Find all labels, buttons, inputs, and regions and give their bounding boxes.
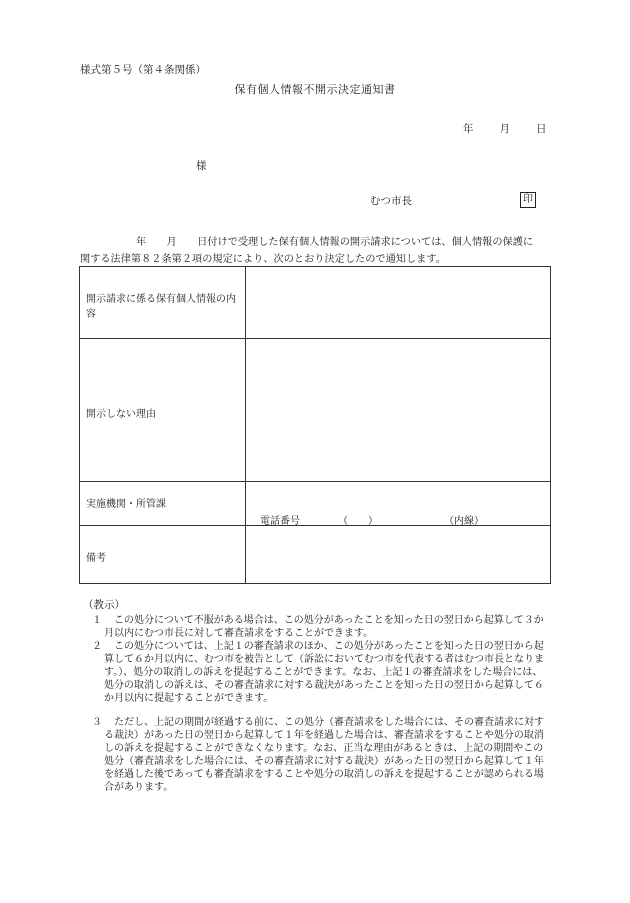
notice-text: ただし、上記の期間が経過する前に、この処分（審査請求をした場合には、その審査請求に対する裁決）があった日の翌日から起算して１年を経過した場合は、審査請求をすることや処分の取消しの訴えを提起することができなくなります。なお、正当な理由があるときは、上記の期間やこの処分（審査請求をした場合には、その審査請求に対する裁決）があった日の翌日から起算して１年を経過した後であっても審査請求をすることや処分の取消しの訴えを提起することが認められる場合があります。 xyxy=(104,717,544,793)
row-department-label: 実施機関・所管課 xyxy=(80,482,246,526)
notice-number: １ xyxy=(92,615,102,626)
phone-line xyxy=(260,512,484,527)
page-title: 保有個人情報不開示決定通知書 xyxy=(234,83,396,96)
row-reason-label: 開示しない理由 xyxy=(80,339,246,482)
seal-mark: 印 xyxy=(520,192,536,208)
body-text: 年 月 日付けで受理した保有個人情報の開示請求については、個人情報の保護に関する法律第８２条第２項の規定により、次のとおり決定したので通知します。 xyxy=(80,237,534,265)
notice-heading: （教示） xyxy=(83,599,125,611)
row-remarks-value xyxy=(246,526,551,584)
phone-area-code: （ ） xyxy=(338,516,378,527)
phone-label: 電話番号 xyxy=(260,516,300,527)
row-reason-value xyxy=(246,339,551,482)
form-number: 様式第５号（第４条関係） xyxy=(80,64,206,76)
row-remarks-label: 備考 xyxy=(80,526,246,584)
row-department-value xyxy=(246,482,551,526)
date-day: 日 xyxy=(536,123,547,135)
notice-item xyxy=(92,614,552,640)
date-line xyxy=(463,124,547,135)
notice-item xyxy=(92,716,552,794)
date-month: 月 xyxy=(499,123,510,135)
decision-table xyxy=(79,266,551,584)
row-info-value xyxy=(246,267,551,339)
phone-extension: （内線） xyxy=(444,516,484,527)
row-info-label: 開示請求に係る保有個人情報の内容 xyxy=(80,267,246,339)
notice-text: この処分については、上記１の審査請求のほか、この処分があったことを知った日の翌日から起算して６か月以内に、むつ市を被告として（訴訟においてむつ市を代表する者はむつ市長となります。）、処分の取消しの訴えを提起することができます。なお、上記１の審査請求をした場合には、処分の取消しの訴えは、その審査請求に対する裁決があったことを知った日の翌日から起算して６か月以内に提起することができます。 xyxy=(104,641,544,704)
body-paragraph xyxy=(80,234,542,268)
notice-item xyxy=(92,640,552,705)
issuer-name: むつ市長 xyxy=(370,195,412,207)
notice-number: ２ xyxy=(92,641,102,652)
notice-number: ３ xyxy=(92,717,102,728)
notice-text: この処分について不服がある場合は、この処分があったことを知った日の翌日から起算して３か月以内にむつ市長に対して審査請求をすることができます。 xyxy=(104,615,544,639)
addressee-suffix: 様 xyxy=(196,160,207,172)
date-year: 年 xyxy=(463,123,474,135)
